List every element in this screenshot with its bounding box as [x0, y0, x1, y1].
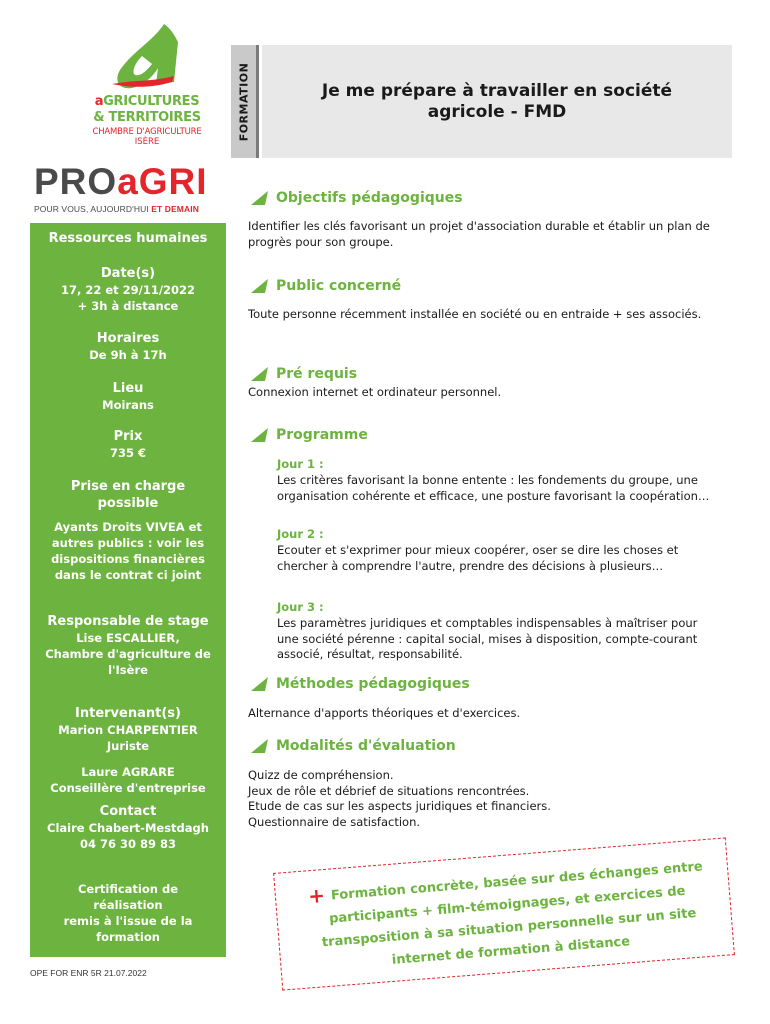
- certification-line-4: formation: [96, 930, 160, 944]
- prerequis-text: Connexion internet et ordinateur personnel.: [248, 385, 502, 399]
- highlight-callout: [273, 837, 735, 990]
- section-programme-title: Programme: [250, 427, 368, 443]
- responsable-org: Chambre d'agriculture de l'Isère: [45, 647, 211, 677]
- prise-en-charge-label-2: possible: [97, 496, 159, 511]
- modalites-list: [248, 768, 718, 830]
- prise-en-charge-label: Prise en charge: [70, 479, 186, 494]
- jour-1-label: Jour 1 :: [277, 457, 324, 471]
- prix-block: [30, 428, 226, 461]
- contact-label: Contact: [99, 804, 157, 819]
- section-arrow-icon: [250, 738, 270, 754]
- modalites-item: Quizz de compréhension.: [248, 768, 394, 782]
- contact-block: [30, 803, 226, 852]
- jour-1-text: Les critères favorisant la bonne entente : les fondements du groupe, une organisation cohérente et efficace, une posture favorisant la coopération…: [277, 473, 710, 503]
- jour-3-label: Jour 3 :: [277, 600, 324, 614]
- objectifs-text: Identifier les clés favorisant un projet d'association durable et établir un plan de progrès pour son groupe.: [248, 219, 710, 249]
- formation-tab-label: FORMATION: [237, 62, 250, 141]
- lieu-block: [30, 380, 226, 413]
- logo-line-agricultures: aGRICULTURES: [94, 94, 200, 109]
- prix-label: Prix: [113, 429, 143, 444]
- dates-block: [30, 265, 226, 314]
- public-text: Toute personne récemment installée en société ou en entraide + ses associés.: [248, 307, 702, 321]
- dates-value: 17, 22 et 29/11/2022: [60, 283, 196, 297]
- section-prerequis-title: Pré requis: [250, 366, 357, 382]
- intervenant-1-role: Juriste: [106, 739, 150, 753]
- section-modalites-title: Modalités d'évaluation: [250, 738, 456, 754]
- responsable-block: [30, 613, 226, 678]
- proagri-tagline: POUR VOUS, AUJOURD'HUI ET DEMAIN: [34, 204, 199, 214]
- logo-line-chambre: CHAMBRE D'AGRICULTURE: [92, 127, 202, 137]
- intervenants-block: [30, 705, 226, 796]
- callout-text-block: [295, 853, 721, 979]
- certification-line-2: réalisation: [93, 898, 163, 912]
- at-logo-icon: [102, 22, 192, 92]
- title-band: [262, 45, 732, 158]
- section-public-title: Public concerné: [250, 278, 401, 294]
- jour-2-text: Ecouter et s'exprimer pour mieux coopérer, oser se dire les choses et chercher à comprendre l'autre, prendre des décisions à plusieurs…: [277, 543, 679, 573]
- section-arrow-icon: [250, 676, 270, 692]
- certification-line-1: Certification de: [77, 882, 178, 896]
- section-objectifs-title: Objectifs pédagogiques: [250, 190, 463, 206]
- prise-en-charge-block: [30, 478, 226, 583]
- lieu-label: Lieu: [112, 381, 144, 396]
- horaires-value: De 9h à 17h: [89, 348, 167, 362]
- section-arrow-icon: [250, 278, 270, 294]
- horaires-label: Horaires: [96, 331, 160, 346]
- horaires-block: [30, 330, 226, 363]
- contact-phone[interactable]: 04 76 30 89 83: [79, 837, 177, 851]
- contact-name: Claire Chabert-Mestdagh: [47, 821, 209, 835]
- agricultures-territoires-logo: [72, 22, 222, 152]
- jour-3-text: Les paramètres juridiques et comptables indispensables à maîtriser pour une société pérenne : capital social, mises à disposition, compte-courant associé, résultat, responsabilité.: [277, 616, 698, 661]
- intervenant-2-role: Conseillère d'entreprise: [50, 781, 206, 795]
- intervenant-2-name: Laure AGRARE: [81, 765, 175, 779]
- section-arrow-icon: [250, 427, 270, 443]
- responsable-label: Responsable de stage: [47, 614, 209, 629]
- certification-block: [30, 881, 226, 945]
- intervenants-label: Intervenant(s): [75, 706, 181, 721]
- section-arrow-icon: [250, 366, 270, 382]
- info-sidebar: [30, 223, 226, 957]
- prise-en-charge-value: Ayants Droits VIVEA et autres publics : voir les dispositions financières dans le contrat ci joint: [51, 520, 205, 582]
- modalites-item: Jeux de rôle et débrief de situations rencontrées.: [248, 783, 530, 798]
- prix-value: 735 €: [109, 446, 146, 460]
- jour-2-label: Jour 2 :: [277, 527, 324, 541]
- formation-tab: [231, 45, 259, 158]
- modalites-item: Etude de cas sur les aspects juridiques et financiers.: [248, 799, 551, 813]
- logo-line-isere: ISÈRE: [134, 137, 160, 147]
- intervenant-1-name: Marion CHARPENTIER: [58, 723, 198, 737]
- plus-icon: +: [307, 883, 326, 909]
- proagri-wordmark: PROaGRI: [34, 161, 208, 202]
- theme-label: Ressources humaines: [48, 231, 208, 246]
- certification-line-3: remis à l'issue de la: [63, 914, 193, 928]
- dates-value-extra: + 3h à distance: [77, 299, 179, 313]
- section-methodes-title: Méthodes pédagogiques: [250, 676, 470, 692]
- document-reference: OPE FOR ENR 5R 21.07.2022: [30, 968, 147, 978]
- section-arrow-icon: [250, 190, 270, 206]
- callout-text: Formation concrète, basée sur des échanges entre participants + film-témoignages, et exercices de transposition à sa situation personnelle sur un site internet de formation à distance: [321, 859, 704, 968]
- dates-label: Date(s): [100, 266, 156, 281]
- responsable-name: Lise ESCALLIER,: [76, 631, 180, 645]
- lieu-value: Moirans: [102, 398, 154, 412]
- logo-line-territoires: & TERRITOIRES: [93, 110, 201, 125]
- theme-block: [30, 230, 226, 247]
- proagri-logo: [34, 162, 224, 218]
- methodes-text: Alternance d'apports théoriques et d'exercices.: [248, 706, 521, 720]
- modalites-item: Questionnaire de satisfaction.: [248, 814, 421, 829]
- page-title: Je me prépare à travailler en société agricole - FMD: [321, 80, 673, 122]
